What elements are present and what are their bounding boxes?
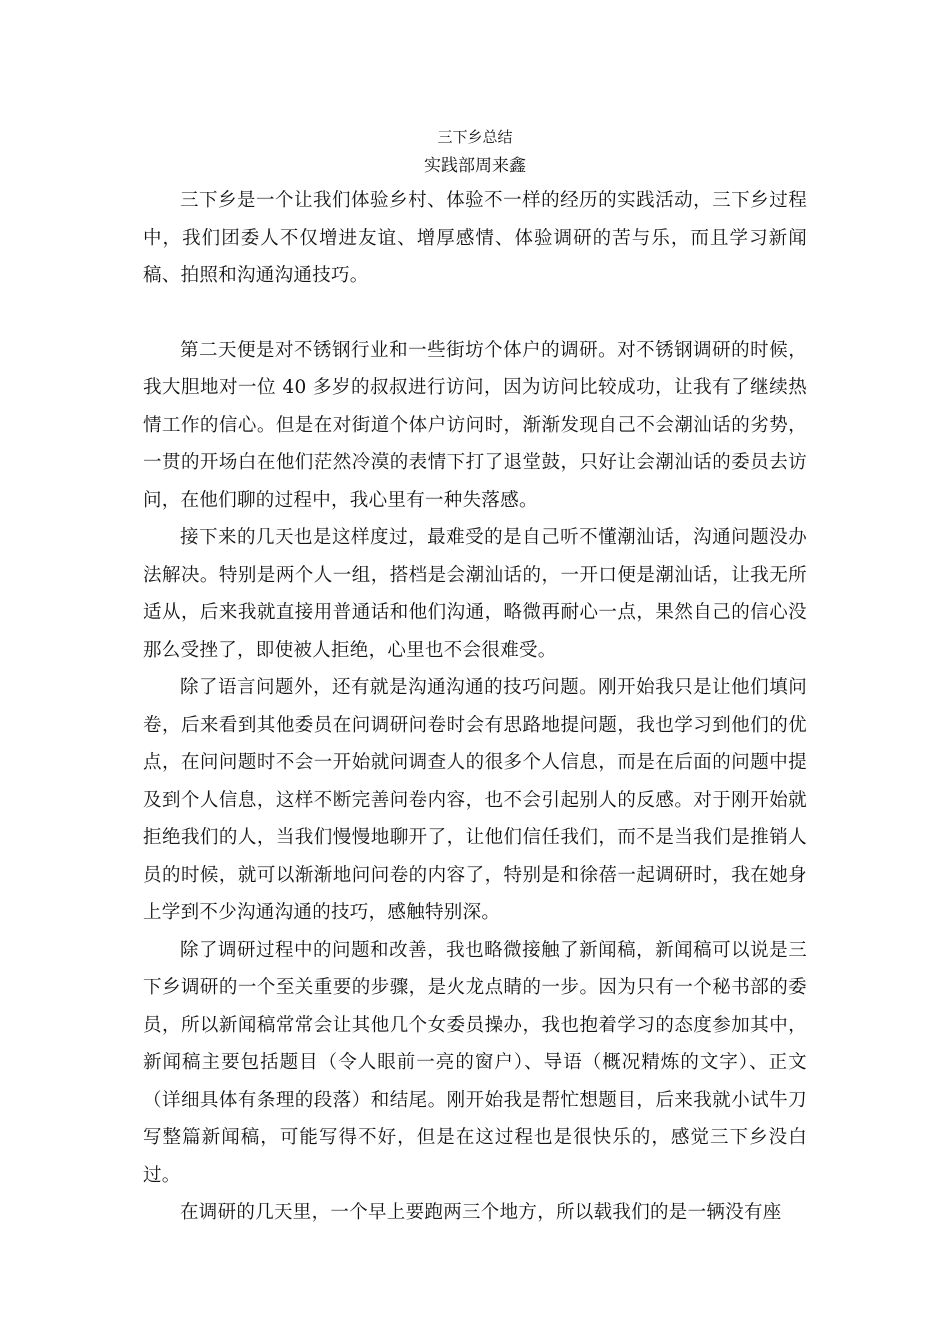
paragraph-communication-skills: 除了语言问题外，还有就是沟通沟通的技巧问题。刚开始我只是让他们填问卷，后来看到其他委员在问调研问卷时会有思路地提问题，我也学习到他们的优点，在问问题时不会一开始就问调查人的很多个人信息，而是在后面的问题中提及到个人信息，这样不断完善问卷内容，也不会引起别人的反感。对于刚开始就拒绝我们的人，当我们慢慢地聊开了，让他们信任我们，而不是当我们是推销人员的时候，就可以渐渐地问问卷的内容了，特别是和徐蓓一起调研时，我在她身上学到不少沟通沟通的技巧，感触特别深。 [143, 677, 807, 923]
paragraph-day-two: 第二天便是对不锈钢行业和一些街坊个体户的调研。对不锈钢调研的时候，我大胆地对一位 40 多岁的叔叔进行访问，因为访问比较成功，让我有了继续热情工作的信心。但是在对街道个体户访问时，渐渐发现自己不会潮汕话的劣势，一贯的开场白在他们茫然冷漠的表情下打了退堂鼓，只好让会潮汕话的委员去访问，在他们聊的过程中，我心里有一种失落感。 [143, 339, 807, 511]
document-author: 实践部周来鑫 [424, 156, 526, 176]
document-body [143, 124, 807, 1232]
paragraph-following-days: 接下来的几天也是这样度过，最难受的是自己听不懂潮汕话，沟通问题没办法解决。特别是两个人一组，搭档是会潮汕话的，一开口便是潮汕话，让我无所适从，后来我就直接用普通话和他们沟通，略微再耐心一点，果然自己的信心没那么受挫了，即使被人拒绝，心里也不会很难受。 [143, 527, 807, 661]
paragraph-gap [143, 295, 807, 332]
paragraph-intro: 三下乡是一个让我们体验乡村、体验不一样的经历的实践活动，三下乡过程中，我们团委人不仅增进友谊、增厚感情、体验调研的苦与乐，而且学习新闻稿、拍照和沟通沟通技巧。 [143, 190, 807, 286]
paragraph-news-writing: 除了调研过程中的问题和改善，我也略微接触了新闻稿，新闻稿可以说是三下乡调研的一个至关重要的步骤，是火龙点睛的一步。因为只有一个秘书部的委员，所以新闻稿常常会让其他几个女委员操办，我也抱着学习的态度参加其中，新闻稿主要包括题目（令人眼前一亮的窗户）、导语（概况精炼的文字）、正文（详细具体有条理的段落）和结尾。刚开始我是帮忙想题目，后来我就小试牛刀写整篇新闻稿，可能写得不好，但是在这过程也是很快乐的，感觉三下乡没白过。 [143, 939, 807, 1186]
document-title: 三下乡总结 [437, 128, 513, 146]
paragraph-research-days: 在调研的几天里，一个早上要跑两三个地方，所以载我们的是一辆没有座 [180, 1202, 782, 1223]
